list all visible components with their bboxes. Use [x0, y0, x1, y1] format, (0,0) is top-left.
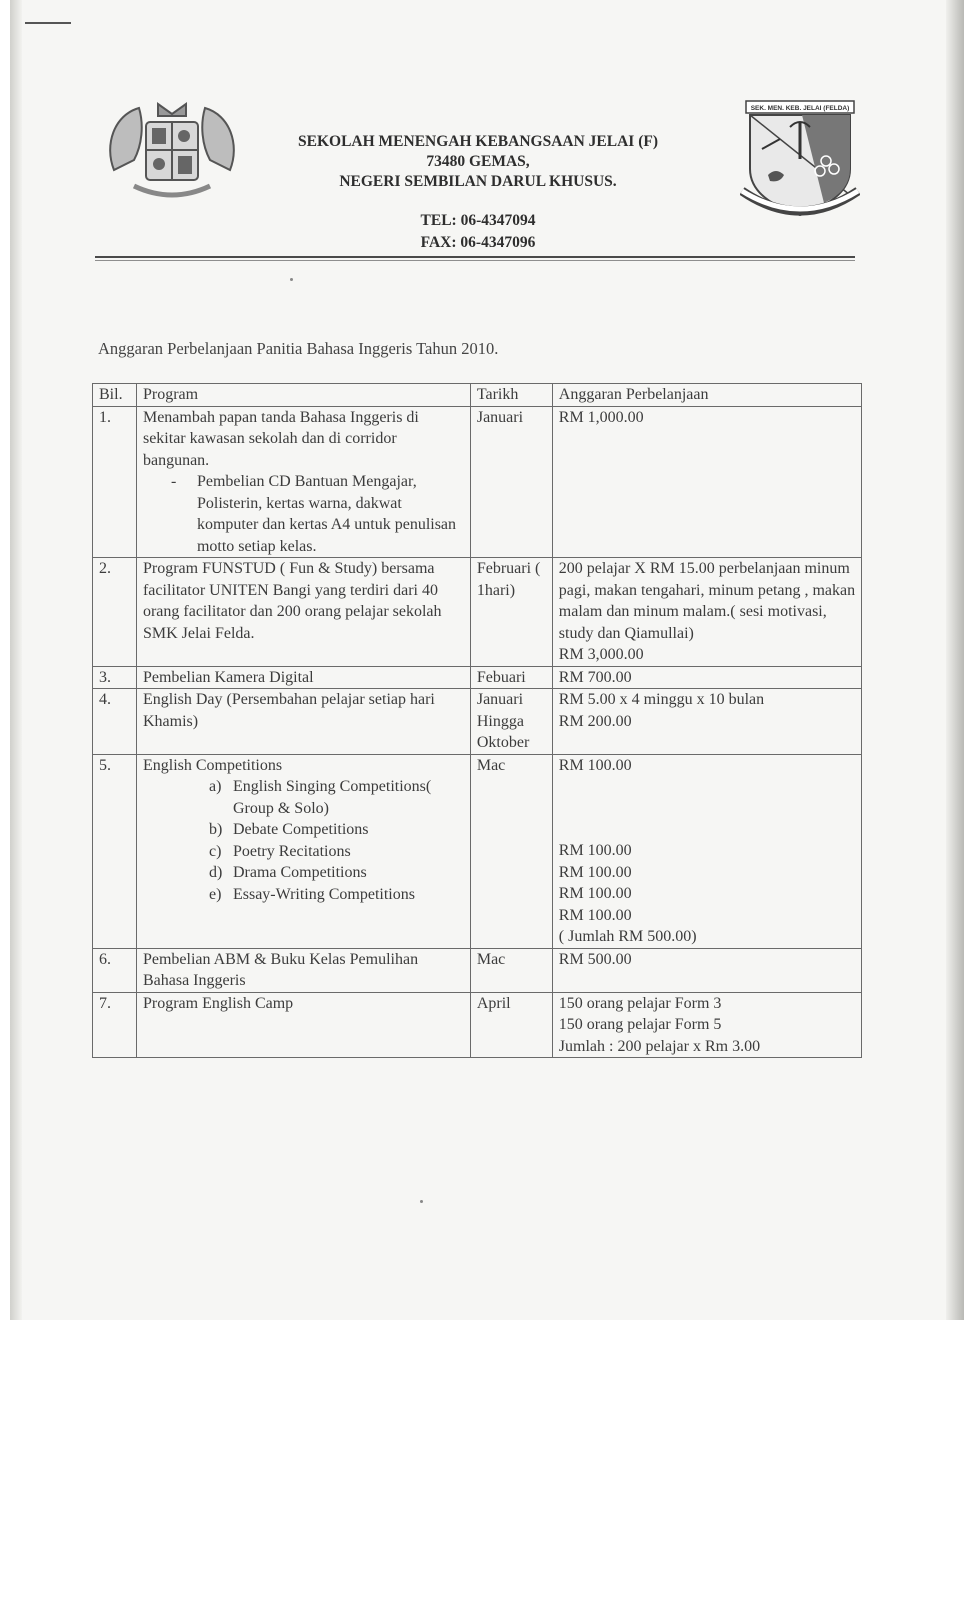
budget-line: RM 500.00 — [558, 950, 632, 968]
competition-item — [143, 819, 465, 841]
program-text: Menambah papan tanda Bahasa Inggeris di sekitar kawasan sekolah dan di corridor bangunan. — [142, 408, 419, 469]
table-row — [93, 558, 862, 667]
budget-cell — [552, 406, 861, 558]
budget-line: Jumlah : 200 pelajar x Rm 3.00 — [558, 1037, 761, 1055]
date-cell: Mac — [470, 754, 552, 948]
budget-total: ( Jumlah RM 500.00) — [558, 928, 697, 945]
budget-line: 150 orang pelajar Form 3 — [558, 994, 722, 1012]
table-row — [93, 992, 862, 1058]
budget-line: 200 pelajar X RM 15.00 perbelanjaan minum pagi, makan tengahari, minum petang , makan malam dan minum malam.( sesi motivasi, study dan Qiamullai) — [558, 560, 856, 642]
budget-cell — [552, 689, 861, 755]
item-label: c) — [208, 842, 222, 860]
header-tarikh: Tarikh — [470, 384, 552, 407]
corner-mark — [25, 22, 71, 24]
item-text: Drama Competitions — [232, 864, 367, 881]
budget-cell — [552, 558, 861, 667]
table-row — [93, 754, 862, 948]
program-cell: Program FUNSTUD ( Fun & Study) bersama facilitator UNITEN Bangi yang terdiri dari 40 orang facilitator dan 200 orang pelajar sekolah SMK Jelai Felda. — [136, 558, 470, 667]
program-cell: Pembelian Kamera Digital — [136, 666, 470, 689]
item-text: English Singing Competitions( Group & Solo) — [232, 778, 432, 817]
scan-left-shadow — [10, 0, 22, 1320]
date-cell: Mac — [470, 948, 552, 992]
row-number: 6. — [93, 948, 137, 992]
budget-line: RM 100.00 — [558, 863, 632, 881]
budget-line: RM 100.00 — [558, 842, 632, 859]
table-row — [93, 948, 862, 992]
telephone: TEL: 06-4347094 — [420, 212, 536, 229]
date-cell: Febuari — [470, 666, 552, 689]
date-cell: Januari Hingga Oktober — [470, 689, 552, 755]
coat-of-arms-icon — [104, 100, 240, 206]
budget-line: RM 100.00 — [558, 756, 632, 774]
budget-cell — [552, 992, 861, 1058]
scan-speck — [420, 1200, 423, 1203]
budget-table — [92, 383, 862, 1058]
row-number: 2. — [93, 558, 137, 667]
program-text: English Competitions — [142, 756, 283, 774]
competition-item — [143, 841, 465, 863]
fax: FAX: 06-4347096 — [420, 234, 536, 251]
competition-item — [143, 776, 465, 819]
program-subitem-text: Pembelian CD Bantuan Mengajar, Polisterin, kertas warna, dakwat komputer dan kertas A4 untuk penulisan motto setiap kelas. — [196, 473, 457, 555]
program-subitem: - Pembelian CD Bantuan Mengajar, Polisterin, kertas warna, dakwat komputer dan kertas A4 untuk penulisan motto setiap kelas. — [143, 471, 465, 557]
program-cell: Program English Camp — [136, 992, 470, 1058]
table-row — [93, 406, 862, 558]
table-row — [93, 689, 862, 755]
row-number: 3. — [93, 666, 137, 689]
date-cell: Februari ( 1hari) — [470, 558, 552, 667]
competition-item — [143, 884, 465, 906]
header-program: Program — [136, 384, 470, 407]
budget-line: RM 3,000.00 — [558, 646, 644, 663]
budget-line: 150 orang pelajar Form 5 — [558, 1016, 722, 1033]
state-name: NEGERI SEMBILAN DARUL KHUSUS. — [339, 173, 617, 190]
budget-cell — [552, 666, 861, 689]
postcode-town: 73480 GEMAS, — [426, 153, 530, 170]
budget-line: RM 700.00 — [558, 668, 632, 686]
logo-text: SEK. MEN. KEB. JELAI (FELDA) — [750, 105, 850, 112]
row-number: 5. — [93, 754, 137, 948]
item-text: Poetry Recitations — [232, 842, 351, 860]
header-rule-thin — [95, 260, 855, 261]
budget-spacer — [559, 776, 856, 840]
school-name: SEKOLAH MENENGAH KEBANGSAAN JELAI (F) — [298, 133, 658, 150]
program-cell — [136, 406, 470, 558]
item-label: b) — [208, 821, 223, 838]
program-cell — [136, 754, 470, 948]
competition-item — [143, 862, 465, 884]
contact-block — [240, 210, 716, 254]
date-cell: April — [470, 992, 552, 1058]
row-number: 7. — [93, 992, 137, 1058]
item-text: Essay-Writing Competitions — [232, 885, 415, 903]
scan-speck — [290, 278, 293, 281]
scan-right-shadow — [946, 0, 964, 1320]
document-title: Anggaran Perbelanjaan Panitia Bahasa Inggeris Tahun 2010. — [98, 339, 499, 358]
program-cell: English Day (Persembahan pelajar setiap hari Khamis) — [136, 689, 470, 755]
header-anggaran: Anggaran Perbelanjaan — [552, 384, 861, 407]
budget-line: RM 200.00 — [558, 712, 632, 730]
program-cell: Pembelian ABM & Buku Kelas Pemulihan Bahasa Inggeris — [136, 948, 470, 992]
header-rule — [95, 256, 855, 258]
item-text: Debate Competitions — [232, 821, 369, 838]
item-label: a) — [208, 778, 222, 795]
budget-line: RM 5.00 x 4 minggu x 10 bulan — [558, 691, 765, 708]
budget-cell — [552, 754, 861, 948]
row-number: 4. — [93, 689, 137, 755]
header-bil: Bil. — [93, 384, 137, 407]
school-logo — [740, 99, 860, 221]
letterhead — [240, 132, 716, 192]
row-number: 1. — [93, 406, 137, 558]
budget-line: RM 100.00 — [558, 885, 632, 902]
item-label: e) — [208, 885, 222, 903]
budget-line: RM 1,000.00 — [558, 408, 644, 426]
budget-line: RM 100.00 — [558, 906, 632, 924]
item-label: d) — [208, 864, 223, 881]
date-cell: Januari — [470, 406, 552, 558]
budget-cell — [552, 948, 861, 992]
table-header-row — [93, 384, 862, 407]
table-row — [93, 666, 862, 689]
